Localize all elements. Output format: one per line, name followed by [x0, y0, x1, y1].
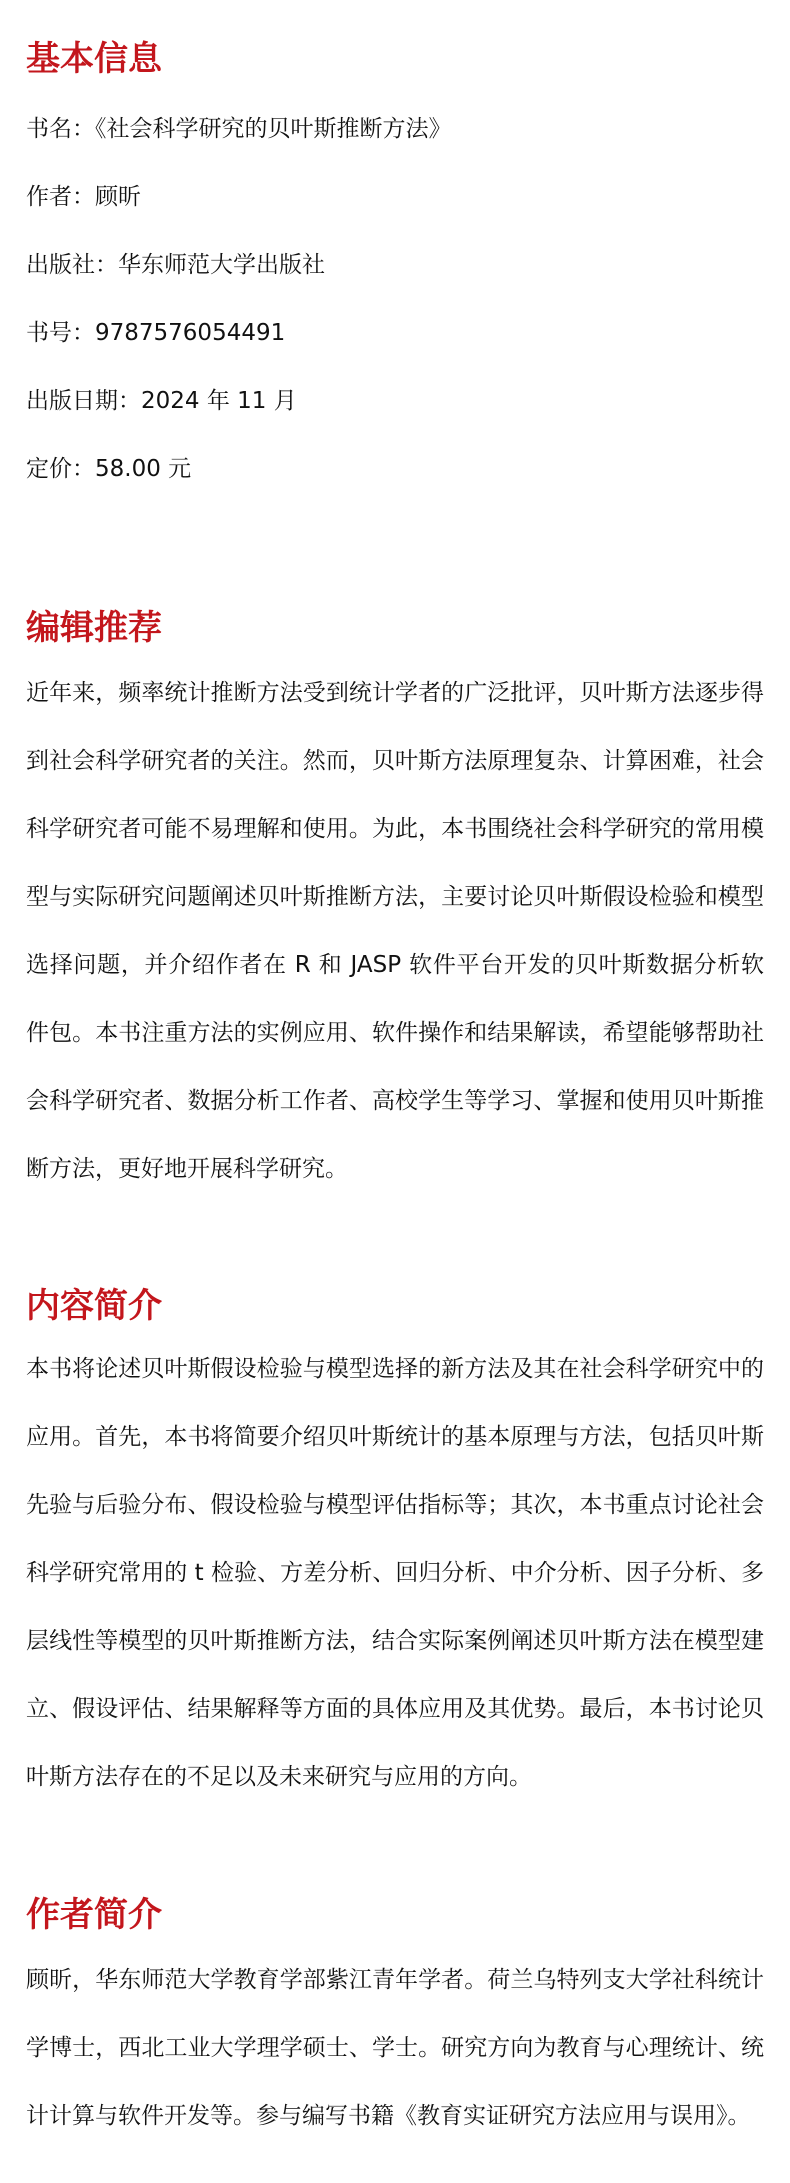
content-summary-heading: 内容简介: [26, 1286, 162, 1326]
author-intro-text: 顾昕，华东师范大学教育学部紫江青年学者。荷兰乌特列支大学社科统计学博士，西北工业大学理学硕士、学士。研究方向为教育与心理统计、统计计算与软件开发等。参与编写书籍《教育实证研究方法应用与误用》。: [26, 1967, 764, 2129]
author-line: 作者：顾昕: [26, 184, 141, 210]
editor-recommendation-section: [26, 526, 764, 1203]
basic-info-section: [26, 0, 764, 481]
editor-recommendation-heading: 编辑推荐: [26, 608, 162, 648]
book-title-line: 书名：《社会科学研究的贝叶斯推断方法》: [26, 116, 452, 142]
publish-date-line: 出版日期：2024 年 11 月: [26, 388, 297, 414]
content-summary-text: 本书将论述贝叶斯假设检验与模型选择的新方法及其在社会科学研究中的应用。首先，本书将简要介绍贝叶斯统计的基本原理与方法，包括贝叶斯先验与后验分布、假设检验与模型评估指标等；其次，本书重点讨论社会科学研究常用的 t 检验、方差分析、回归分析、中介分析、因子分析、多层线性等模型的贝叶斯推断方法，结合实际案例阐述贝叶斯方法在模型建立、假设评估、结果解释等方面的具体应用及其优势。最后，本书讨论贝叶斯方法存在的不足以及未来研究与应用的方向。: [26, 1356, 764, 1790]
publisher-line: 出版社：华东师范大学出版社: [26, 252, 325, 278]
basic-info-heading: 基本信息: [26, 39, 162, 79]
author-intro-section: [26, 1811, 764, 2150]
editor-recommendation-text: 近年来，频率统计推断方法受到统计学者的广泛批评，贝叶斯方法逐步得到社会科学研究者的关注。然而，贝叶斯方法原理复杂、计算困难，社会科学研究者可能不易理解和使用。为此，本书围绕社会科学研究的常用模型与实际研究问题阐述贝叶斯推断方法，主要讨论贝叶斯假设检验和模型选择问题，并介绍作者在 R 和 JASP 软件平台开发的贝叶斯数据分析软件包。本书注重方法的实例应用、软件操作和结果解读，希望能够帮助社会科学研究者、数据分析工作者、高校学生等学习、掌握和使用贝叶斯推断方法，更好地开展科学研究。: [26, 680, 764, 1182]
author-intro-heading: 作者简介: [26, 1895, 162, 1935]
content-summary-section: [26, 1203, 764, 1811]
isbn-line: 书号：9787576054491: [26, 320, 286, 346]
price-line: 定价：58.00 元: [26, 456, 192, 482]
